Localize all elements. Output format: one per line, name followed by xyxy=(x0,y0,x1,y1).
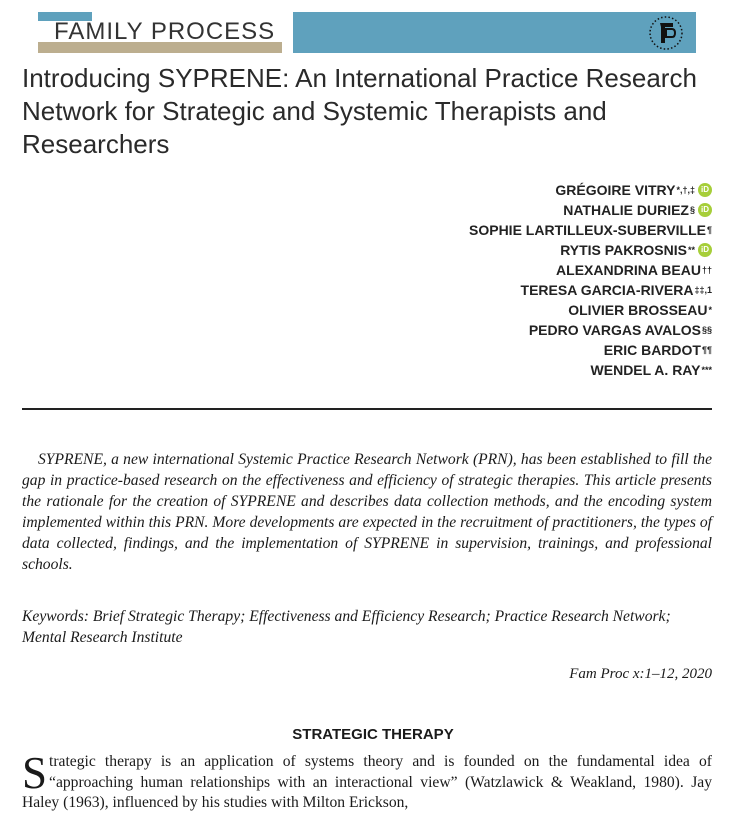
author-affiliation-marker: § xyxy=(689,205,695,215)
author-affiliation-marker: ** xyxy=(687,245,695,255)
body-text: trategic therapy is an application of systems theory and is founded on the fundamental idea of “approaching human relationships with an interactional view” (Watzlawick & Weakland, 1980). Jay Haley (1963), influenced by his studies with Milton Erickson, xyxy=(22,753,712,811)
author-name: TERESA GARCIA-RIVERA xyxy=(520,282,694,298)
author-list xyxy=(469,180,712,380)
author-affiliation-marker: *,†,‡ xyxy=(676,185,695,195)
author-name: WENDEL A. RAY xyxy=(590,362,701,378)
author-name: PEDRO VARGAS AVALOS xyxy=(528,322,701,338)
author-entry xyxy=(469,360,712,380)
citation: Fam Proc x:1–12, 2020 xyxy=(569,666,712,682)
section-heading: STRATEGIC THERAPY xyxy=(292,726,454,743)
abstract: SYPRENE, a new international Systemic Practice Research Network (PRN), has been established to fill the gap in practice-based research on the effectiveness and efficiency of strategic therapies. This article presents the rationale for the creation of SYPRENE and describes data collection methods, and the encoding system implemented within this PRN. More developments are expected in the recruitment of practitioners, the types of data collected, findings, and the implementation of SYPRENE in supervision, trainings, and professional schools. xyxy=(22,451,712,573)
author-affiliation-marker: *** xyxy=(701,365,712,375)
author-entry xyxy=(469,340,712,360)
author-name: SOPHIE LARTILLEUX-SUBERVILLE xyxy=(469,222,706,238)
author-entry xyxy=(469,220,712,240)
body-paragraph xyxy=(22,748,712,814)
journal-name: FAMILY PROCESS xyxy=(54,18,276,45)
journal-logo-icon xyxy=(646,15,686,51)
author-affiliation-marker: ¶¶ xyxy=(701,345,712,355)
article-title: Introducing SYPRENE: An International Practice Research Network for Strategic and Systemic Therapists and Researchers xyxy=(22,63,697,159)
author-affiliation-marker: †† xyxy=(701,265,712,275)
author-entry xyxy=(469,280,712,300)
author-affiliation-marker: ¶ xyxy=(706,225,712,235)
author-name: OLIVIER BROSSEAU xyxy=(568,302,708,318)
author-affiliation-marker: ‡‡,1 xyxy=(694,285,712,295)
divider xyxy=(22,408,712,410)
author-name: ALEXANDRINA BEAU xyxy=(556,262,701,278)
author-name: NATHALIE DURIEZ xyxy=(563,202,689,218)
author-entry xyxy=(469,300,712,320)
author-entry xyxy=(469,240,712,260)
author-entry xyxy=(469,200,712,220)
author-name: GRÉGOIRE VITRY xyxy=(555,182,676,198)
author-entry xyxy=(469,180,712,200)
author-name: RYTIS PAKROSNIS xyxy=(560,242,687,258)
orcid-icon[interactable]: iD xyxy=(698,183,712,197)
author-entry xyxy=(469,260,712,280)
orcid-icon[interactable]: iD xyxy=(698,243,712,257)
author-affiliation-marker: §§ xyxy=(701,325,712,335)
orcid-icon[interactable]: iD xyxy=(698,203,712,217)
header-banner xyxy=(293,12,696,53)
author-affiliation-marker: * xyxy=(708,305,712,315)
author-name: ERIC BARDOT xyxy=(603,342,701,358)
keywords: Keywords: Brief Strategic Therapy; Effectiveness and Efficiency Research; Practice Research Network; Mental Research Institute xyxy=(22,608,671,646)
drop-cap: S xyxy=(22,748,48,798)
author-entry xyxy=(469,320,712,340)
